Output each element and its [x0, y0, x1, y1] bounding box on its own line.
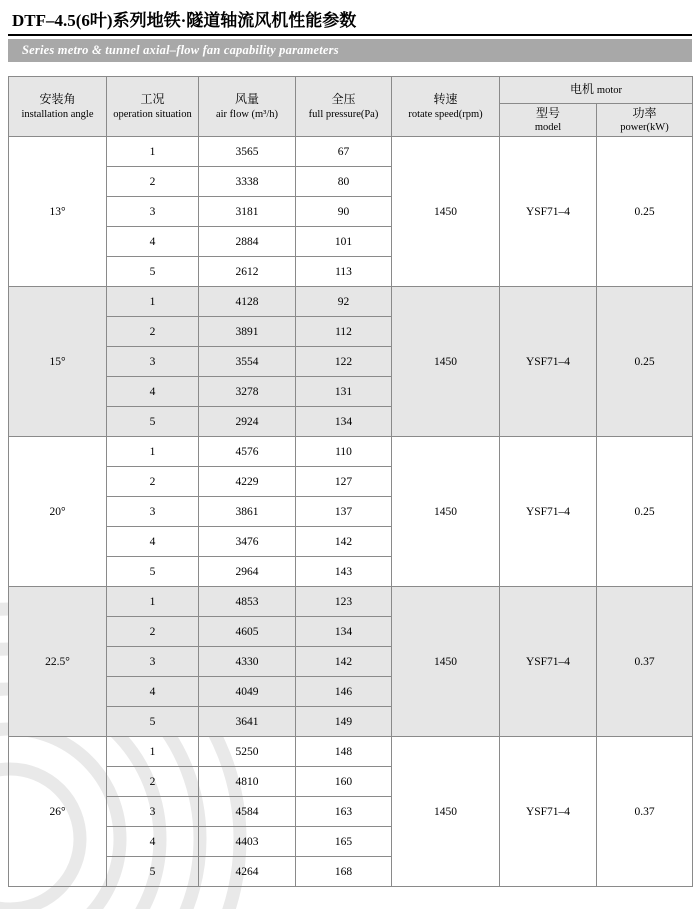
- cell-full-pressure: 142: [296, 647, 392, 677]
- cell-operation-situation: 4: [107, 377, 199, 407]
- header-full-pressure: [296, 77, 392, 137]
- header-installation-angle: [9, 77, 107, 137]
- header-motor-model: [500, 104, 597, 137]
- cell-air-flow: 3641: [199, 707, 296, 737]
- cell-full-pressure: 134: [296, 617, 392, 647]
- cell-full-pressure: 168: [296, 857, 392, 887]
- cell-installation-angle: 13°: [9, 137, 107, 287]
- cell-air-flow: 3891: [199, 317, 296, 347]
- cell-full-pressure: 127: [296, 467, 392, 497]
- cell-air-flow: 3278: [199, 377, 296, 407]
- cell-operation-situation: 2: [107, 167, 199, 197]
- cell-operation-situation: 3: [107, 347, 199, 377]
- table-body: [9, 137, 693, 887]
- header-speed-cn: 转速: [433, 92, 458, 107]
- table-row: [9, 287, 693, 317]
- header-rotate-speed: [392, 77, 500, 137]
- cell-full-pressure: 149: [296, 707, 392, 737]
- header-situation-cn: 工况: [140, 92, 165, 107]
- cell-air-flow: 3338: [199, 167, 296, 197]
- header-pressure-cn: 全压: [331, 92, 356, 107]
- cell-air-flow: 3554: [199, 347, 296, 377]
- cell-motor-model: YSF71–4: [500, 587, 597, 737]
- cell-rotate-speed: 1450: [392, 437, 500, 587]
- cell-operation-situation: 3: [107, 797, 199, 827]
- cell-air-flow: 2964: [199, 557, 296, 587]
- cell-operation-situation: 4: [107, 827, 199, 857]
- cell-air-flow: 3861: [199, 497, 296, 527]
- cell-full-pressure: 160: [296, 767, 392, 797]
- cell-motor-model: YSF71–4: [500, 287, 597, 437]
- page-title: DTF–4.5(6叶)系列地铁·隧道轴流风机性能参数: [8, 0, 692, 36]
- header-angle-cn: 安装角: [39, 92, 76, 107]
- cell-full-pressure: 123: [296, 587, 392, 617]
- cell-full-pressure: 131: [296, 377, 392, 407]
- table-header: [9, 77, 693, 137]
- cell-installation-angle: 22.5°: [9, 587, 107, 737]
- cell-operation-situation: 5: [107, 557, 199, 587]
- cell-operation-situation: 1: [107, 587, 199, 617]
- cell-rotate-speed: 1450: [392, 287, 500, 437]
- cell-operation-situation: 1: [107, 737, 199, 767]
- cell-operation-situation: 3: [107, 647, 199, 677]
- header-model-cn: 型号: [535, 105, 560, 120]
- cell-full-pressure: 101: [296, 227, 392, 257]
- cell-air-flow: 2884: [199, 227, 296, 257]
- cell-full-pressure: 67: [296, 137, 392, 167]
- cell-operation-situation: 2: [107, 317, 199, 347]
- header-operation-situation: [107, 77, 199, 137]
- header-pressure-en: full pressure(Pa): [308, 108, 379, 120]
- cell-air-flow: 3565: [199, 137, 296, 167]
- header-motor-group: [500, 77, 693, 104]
- cell-full-pressure: 148: [296, 737, 392, 767]
- cell-installation-angle: 15°: [9, 287, 107, 437]
- cell-motor-power: 0.25: [597, 437, 693, 587]
- cell-installation-angle: 20°: [9, 437, 107, 587]
- header-air-flow: [199, 77, 296, 137]
- header-airflow-cn: 风量: [234, 92, 259, 107]
- cell-rotate-speed: 1450: [392, 737, 500, 887]
- cell-operation-situation: 1: [107, 137, 199, 167]
- cell-motor-power: 0.37: [597, 587, 693, 737]
- header-angle-en: installation angle: [21, 108, 94, 120]
- cell-full-pressure: 112: [296, 317, 392, 347]
- cell-air-flow: 4853: [199, 587, 296, 617]
- cell-operation-situation: 3: [107, 497, 199, 527]
- cell-full-pressure: 134: [296, 407, 392, 437]
- cell-operation-situation: 3: [107, 197, 199, 227]
- cell-full-pressure: 165: [296, 827, 392, 857]
- cell-motor-model: YSF71–4: [500, 137, 597, 287]
- header-airflow-en: air flow (m³/h): [215, 108, 279, 120]
- cell-motor-power: 0.25: [597, 287, 693, 437]
- header-motor-en: motor: [596, 85, 622, 97]
- cell-operation-situation: 2: [107, 617, 199, 647]
- header-power-en: power(kW): [620, 122, 669, 133]
- cell-full-pressure: 142: [296, 527, 392, 557]
- table-row: [9, 437, 693, 467]
- cell-air-flow: 4605: [199, 617, 296, 647]
- cell-air-flow: 3181: [199, 197, 296, 227]
- cell-air-flow: 3476: [199, 527, 296, 557]
- header-power-cn: 功率: [632, 105, 657, 120]
- cell-operation-situation: 5: [107, 257, 199, 287]
- cell-rotate-speed: 1450: [392, 587, 500, 737]
- cell-full-pressure: 90: [296, 197, 392, 227]
- cell-air-flow: 4264: [199, 857, 296, 887]
- cell-air-flow: 4330: [199, 647, 296, 677]
- cell-operation-situation: 4: [107, 227, 199, 257]
- cell-full-pressure: 163: [296, 797, 392, 827]
- header-speed-en: rotate speed(rpm): [408, 108, 483, 120]
- header-model-en: model: [534, 122, 562, 133]
- table-row: [9, 587, 693, 617]
- header-motor-cn: 电机: [570, 82, 595, 97]
- table-row: [9, 137, 693, 167]
- cell-air-flow: 4403: [199, 827, 296, 857]
- cell-operation-situation: 5: [107, 407, 199, 437]
- table-row: [9, 737, 693, 767]
- cell-operation-situation: 2: [107, 467, 199, 497]
- cell-air-flow: 4128: [199, 287, 296, 317]
- cell-full-pressure: 113: [296, 257, 392, 287]
- cell-air-flow: 5250: [199, 737, 296, 767]
- cell-air-flow: 4810: [199, 767, 296, 797]
- cell-full-pressure: 137: [296, 497, 392, 527]
- cell-full-pressure: 146: [296, 677, 392, 707]
- cell-air-flow: 2612: [199, 257, 296, 287]
- cell-full-pressure: 122: [296, 347, 392, 377]
- cell-motor-model: YSF71–4: [500, 737, 597, 887]
- cell-operation-situation: 1: [107, 437, 199, 467]
- cell-motor-power: 0.37: [597, 737, 693, 887]
- cell-air-flow: 4229: [199, 467, 296, 497]
- cell-installation-angle: 26°: [9, 737, 107, 887]
- cell-motor-model: YSF71–4: [500, 437, 597, 587]
- header-situation-en: operation situation: [113, 108, 192, 120]
- cell-air-flow: 4584: [199, 797, 296, 827]
- cell-full-pressure: 110: [296, 437, 392, 467]
- cell-rotate-speed: 1450: [392, 137, 500, 287]
- page-subtitle: Series metro & tunnel axial–flow fan capability parameters: [8, 39, 692, 62]
- cell-operation-situation: 5: [107, 707, 199, 737]
- header-row: [9, 77, 693, 104]
- cell-operation-situation: 4: [107, 527, 199, 557]
- cell-operation-situation: 5: [107, 857, 199, 887]
- cell-air-flow: 4049: [199, 677, 296, 707]
- cell-operation-situation: 4: [107, 677, 199, 707]
- header-motor-power: [597, 104, 693, 137]
- cell-air-flow: 4576: [199, 437, 296, 467]
- cell-motor-power: 0.25: [597, 137, 693, 287]
- cell-full-pressure: 143: [296, 557, 392, 587]
- cell-air-flow: 2924: [199, 407, 296, 437]
- cell-full-pressure: 80: [296, 167, 392, 197]
- cell-full-pressure: 92: [296, 287, 392, 317]
- fan-parameters-table: [8, 76, 693, 887]
- cell-operation-situation: 2: [107, 767, 199, 797]
- cell-operation-situation: 1: [107, 287, 199, 317]
